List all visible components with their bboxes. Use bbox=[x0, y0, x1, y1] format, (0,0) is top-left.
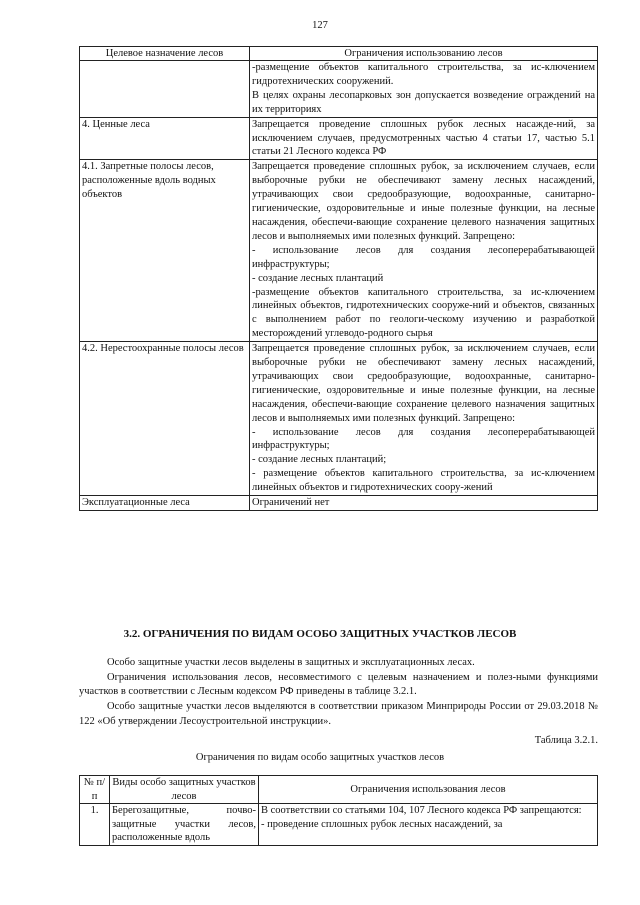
purpose-cell bbox=[80, 61, 250, 118]
restriction-text: - создание лесных плантаций bbox=[252, 272, 384, 284]
table-row bbox=[80, 496, 598, 511]
protective-plots-restrictions-table bbox=[79, 775, 598, 846]
restriction-text: Запрещается проведение сплошных рубок, за исключением случаев, если выборочные рубки не обеспечивают замену лесных насаждений, утрачивающих свои средообразующие, водоохранные, санитарно-гигиенические, оздоровительные и иные полезные функции, на лесные насаждения, обеспечи-вающие сохранение целевого назначения защитных лесов и выполняемых ими полезных функций. Запрещено: bbox=[252, 343, 595, 424]
restriction-cell bbox=[250, 496, 598, 511]
table-row bbox=[80, 160, 598, 342]
body-text bbox=[79, 656, 598, 730]
restriction-text: В целях охраны лесопарковых зон допускается возведение ограждений на их территориях bbox=[252, 89, 595, 115]
page-number: 127 bbox=[312, 20, 328, 31]
table-row bbox=[80, 61, 598, 118]
table-row bbox=[80, 342, 598, 496]
paragraph: Ограничения использования лесов, несовместимого с целевым назначением и полез-ными функциями участков в соответствии с Лесным кодексом РФ приведены в таблице 3.2.1. bbox=[79, 671, 598, 698]
purpose-cell: Эксплуатационные леса bbox=[80, 496, 250, 511]
forest-purpose-restrictions-table bbox=[79, 46, 598, 511]
restriction-cell bbox=[250, 160, 598, 342]
restriction-text: -размещение объектов капитального строительства, за ис-ключением гидротехнических сооружений. bbox=[252, 62, 595, 87]
row-number: 1. bbox=[80, 804, 110, 846]
table-number: Таблица 3.2.1. bbox=[534, 735, 598, 746]
restriction-text: - создание лесных плантаций; bbox=[252, 454, 387, 466]
column-header-restrictions: Ограничения использования лесов bbox=[259, 776, 598, 804]
restriction-text: В соответствии со статьями 104, 107 Лесного кодекса РФ запрещаются: bbox=[261, 805, 582, 816]
table-header-row bbox=[80, 776, 598, 804]
table-title: Ограничения по видам особо защитных участков лесов bbox=[195, 752, 445, 763]
table-header-row bbox=[80, 47, 598, 61]
column-header-restrictions: Ограничения использованию лесов bbox=[250, 47, 598, 61]
restriction-text: Ограничений нет bbox=[252, 497, 330, 509]
column-header-plot-kinds: Виды особо защитных участков лесов bbox=[110, 776, 259, 804]
paragraph: Особо защитные участки лесов выделяются в соответствии приказом Минприроды России от 29.03.2018 № 122 «Об утверждении Лесоустроительной инструкции». bbox=[79, 701, 598, 727]
restriction-cell bbox=[250, 61, 598, 118]
restriction-cell bbox=[259, 804, 598, 846]
restriction-text: Запрещается проведение сплошных рубок лесных насажде-ний, за исключением случаев, предусмотренных частью 4 статьи 17, частью 5.1 статьи 21 Лесного кодекса РФ bbox=[252, 118, 595, 158]
restriction-cell bbox=[250, 342, 598, 496]
column-header-number: № п/п bbox=[80, 776, 110, 804]
table-row bbox=[80, 117, 598, 160]
restriction-text: Запрещается проведение сплошных рубок, за исключением случаев, если выборочные рубки не обеспечивают замену лесных насаждений, утрачивающих свои средообразующие, водоохранные, санитарно-гигиенические, оздоровительные и иные полезные функции, на лесные насаждения, обеспечи-вающие сохранение целевого назначения защитных лесов и выполняемых ими полезных функций. Запрещено: bbox=[252, 161, 595, 242]
restriction-text: -размещение объектов капитального строительства, за ис-ключением линейных объектов, гидротехнических сооруже-ний и объектов, связанных с выполнением работ по геологи-ческому изучению и разработкой месторождений углеводо-родного сырья bbox=[252, 286, 595, 340]
restriction-text: - использование лесов для создания лесоперерабатывающей инфраструктуры; bbox=[252, 244, 595, 270]
plot-kind-cell: Берегозащитные, почво-защитные участки лесов, расположенные вдоль bbox=[110, 804, 259, 846]
restriction-text: - размещение объектов капитального строительства, за ис-ключением линейных объектов и гидротехнических соору-жений bbox=[252, 468, 595, 494]
paragraph: Особо защитные участки лесов выделены в защитных и эксплуатационных лесах. bbox=[107, 657, 475, 668]
restriction-text: - использование лесов для создания лесоперерабатывающей инфраструктуры; bbox=[252, 426, 595, 452]
purpose-cell: 4. Ценные леса bbox=[80, 117, 250, 160]
section-heading: 3.2. ОГРАНИЧЕНИЯ ПО ВИДАМ ОСОБО ЗАЩИТНЫХ УЧАСТКОВ ЛЕСОВ bbox=[123, 628, 517, 640]
purpose-cell: 4.1. Запретные полосы лесов, расположенные вдоль водных объектов bbox=[80, 160, 250, 342]
column-header-purpose: Целевое назначение лесов bbox=[80, 47, 250, 61]
table-row bbox=[80, 804, 598, 846]
purpose-cell: 4.2. Нерестоохранные полосы лесов bbox=[80, 342, 250, 496]
restriction-text: - проведение сплошных рубок лесных насаждений, за bbox=[261, 818, 503, 830]
restriction-cell bbox=[250, 117, 598, 160]
